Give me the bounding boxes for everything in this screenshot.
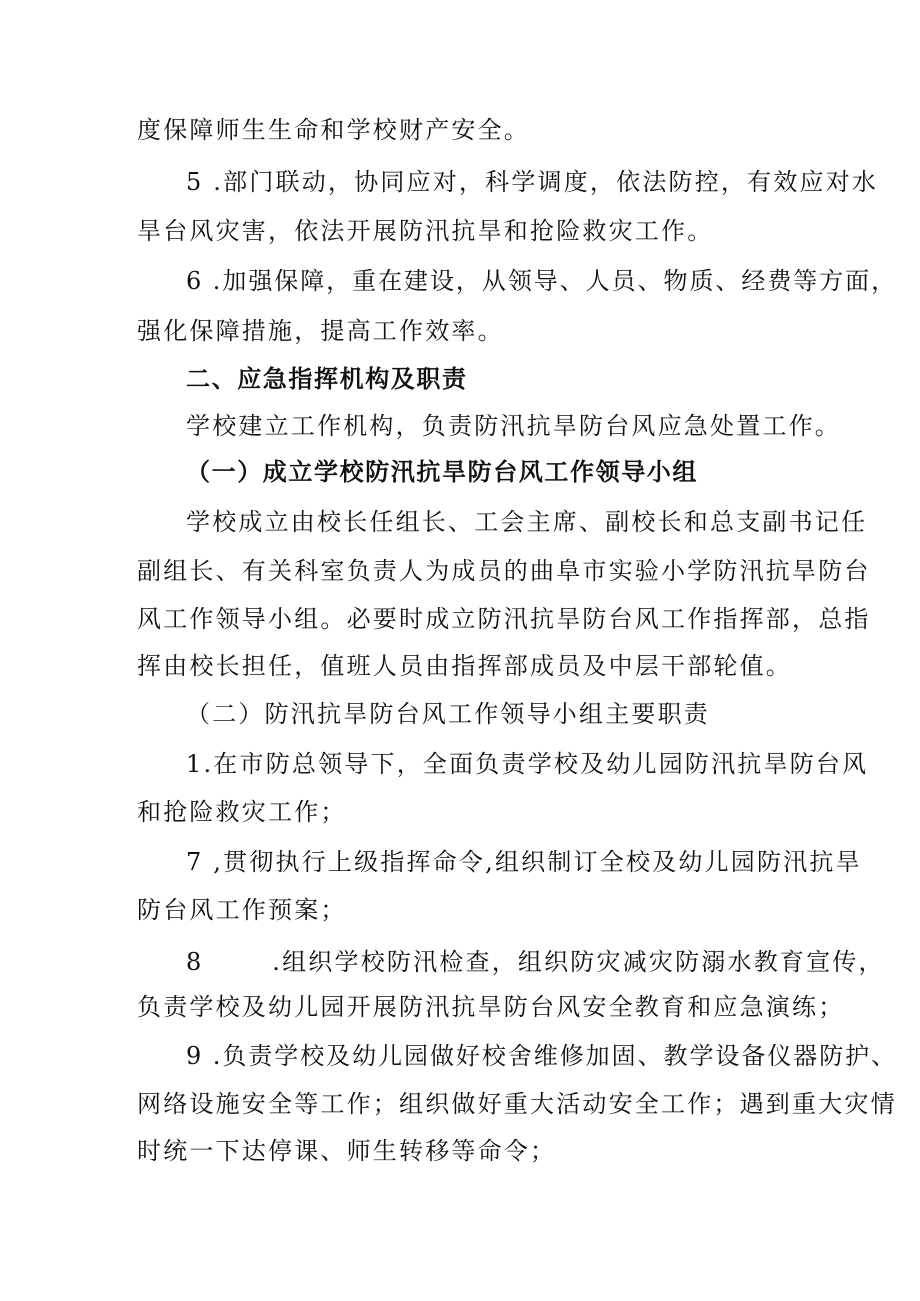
paragraph-line: 和抢险救灾工作；	[137, 798, 347, 826]
paragraph-line: 9 .负责学校及幼儿园做好校舍维修加固、教学设备仪器防护、	[186, 1042, 898, 1070]
paragraph-line: 1.在市防总领导下，全面负责学校及幼儿园防汛抗旱防台风	[186, 750, 869, 778]
paragraph-line: 副组长、有关科室负责人为成员的曲阜市实验小学防汛抗旱防台	[137, 557, 871, 585]
paragraph-line: 学校建立工作机构，负责防汛抗旱防台风应急处置工作。	[186, 412, 841, 440]
subsection-heading: （一）成立学校防汛抗旱防台风工作领导小组	[186, 458, 698, 486]
paragraph-line: 风工作领导小组。必要时成立防汛抗旱防台风工作指挥部，总指	[137, 605, 871, 633]
paragraph-line: 挥由校长担任，值班人员由指挥部成员及中层干部轮值。	[137, 652, 792, 680]
paragraph-line: 旱台风灾害，依法开展防汛抗旱和抢险救灾工作。	[137, 217, 714, 245]
paragraph-line: 负责学校及幼儿园开展防汛抗旱防台风安全教育和应急演练；	[137, 993, 845, 1021]
paragraph-line: 防台风工作预案；	[137, 896, 347, 924]
paragraph-line: 度保障师生生命和学校财产安全。	[137, 116, 530, 144]
paragraph-line: 强化保障措施，提高工作效率。	[137, 317, 504, 345]
paragraph-line: 学校成立由校长任组长、工会主席、副校长和总支副书记任	[186, 508, 868, 536]
paragraph-line: 5 .部门联动，协同应对，科学调度，依法防控，有效应对水	[186, 168, 879, 196]
paragraph-line: 6 .加强保障，重在建设，从领导、人员、物质、经费等方面，	[186, 267, 898, 295]
subsection-heading: （二）防汛抗旱防台风工作领导小组主要职责	[186, 700, 710, 728]
paragraph-line: 8 .组织学校防汛检查，组织防灾减灾防溺水教育宣传，	[186, 948, 885, 976]
section-heading: 二、应急指挥机构及职责	[186, 365, 468, 393]
paragraph-line: 网络设施安全等工作；组织做好重大活动安全工作；遇到重大灾情	[137, 1090, 897, 1118]
paragraph-line: 7 ,贯彻执行上级指挥命令,组织制订全校及幼儿园防汛抗旱	[186, 848, 862, 876]
paragraph-line: 时统一下达停课、师生转移等命令；	[137, 1137, 557, 1165]
